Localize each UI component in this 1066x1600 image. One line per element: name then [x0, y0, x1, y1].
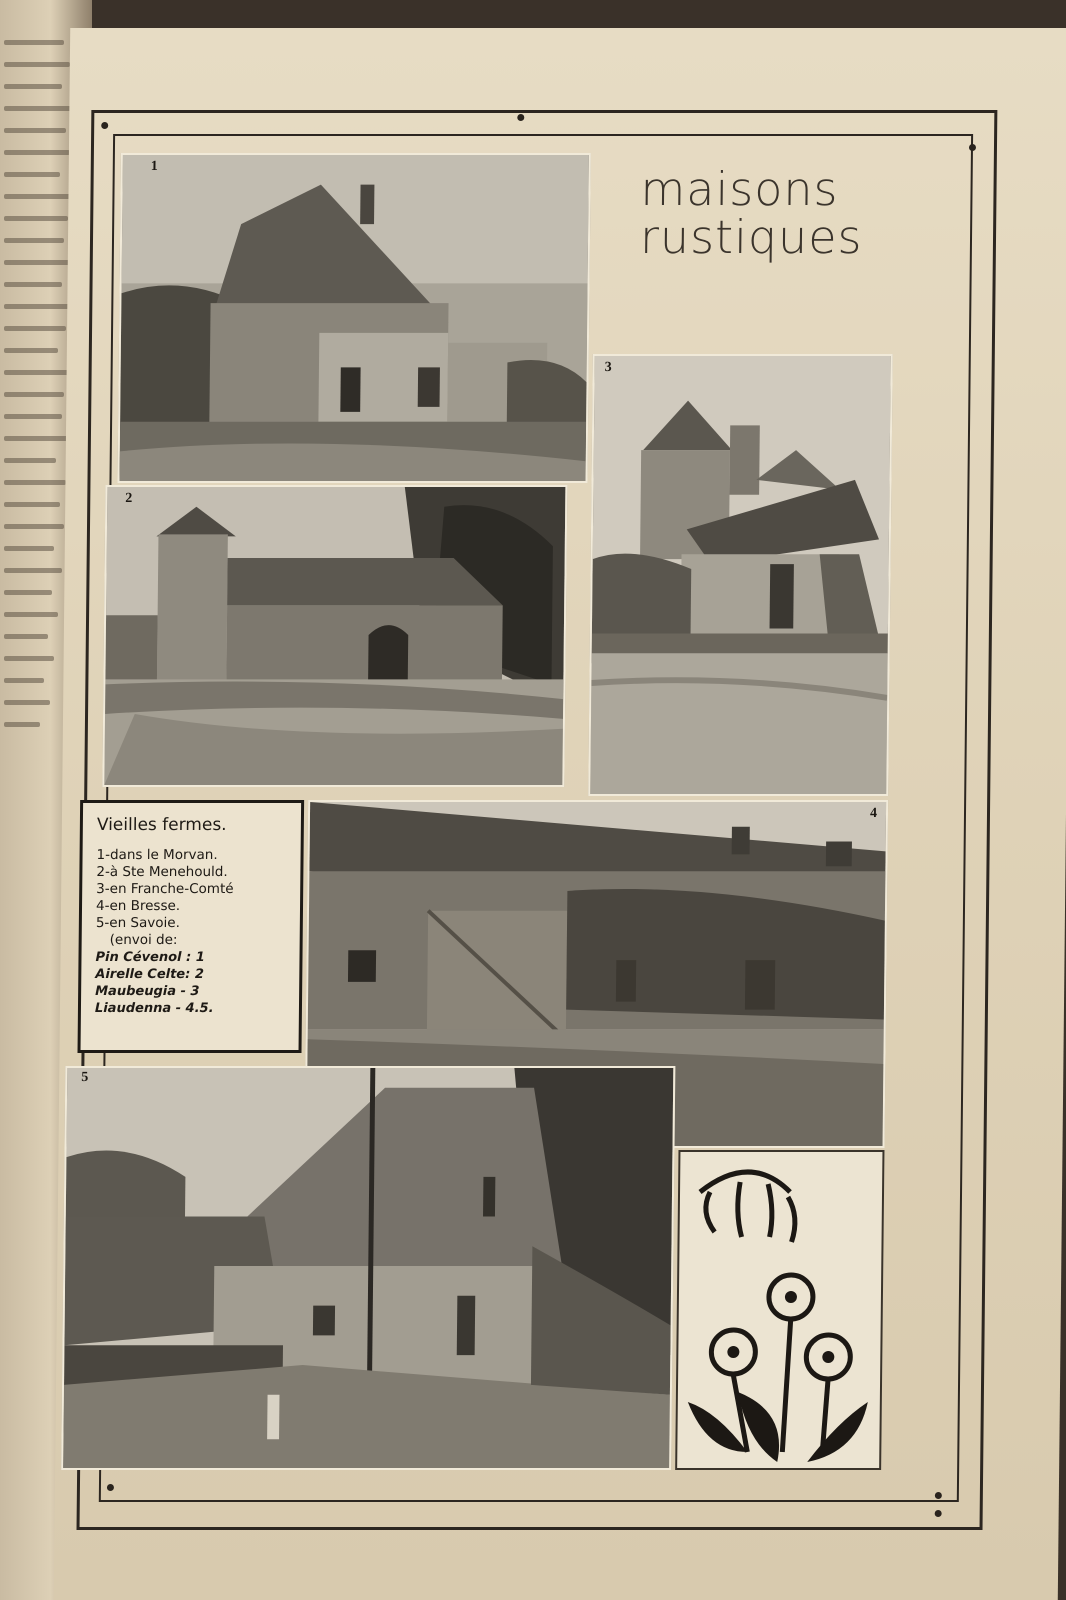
photo-3-franche-comte-farm	[588, 354, 893, 796]
title-line-2: rustiques	[639, 210, 863, 264]
caption-credit: Maubeugia - 3	[95, 984, 200, 999]
photo-1-morvan-farm	[117, 153, 590, 483]
caption-credit: Pin Cévenol : 1	[95, 950, 205, 965]
caption-item: 1-dans le Morvan.	[96, 847, 218, 863]
photo-number: 3	[604, 360, 612, 375]
photo-number: 5	[81, 1070, 89, 1085]
caption-credit: Liaudenna - 4.5.	[94, 1001, 214, 1016]
frame-stud	[517, 114, 524, 121]
photo-number: 2	[125, 491, 133, 506]
caption-item: 2-à Ste Menehould.	[96, 864, 228, 880]
caption-credit: Airelle Celte: 2	[95, 967, 205, 982]
caption-item: 5-en Savoie.	[95, 915, 181, 931]
flower-icon	[677, 1152, 886, 1472]
photo-number: 4	[869, 806, 878, 821]
caption-heading: Vieilles fermes.	[96, 815, 227, 835]
page-title	[599, 162, 873, 375]
photo-2-ste-menehould-farm	[102, 485, 567, 787]
photo-5-savoie-farm	[61, 1066, 675, 1470]
frame-stud	[101, 122, 108, 129]
caption-envoi-label: (envoi de:	[109, 932, 178, 948]
frame-stud	[935, 1510, 942, 1517]
magazine-page	[54, 28, 1066, 1600]
frame-stud	[935, 1492, 942, 1499]
caption-box	[77, 800, 304, 1053]
frame-stud	[107, 1484, 114, 1491]
caption-item: 4-en Bresse.	[95, 898, 181, 914]
photo-number: 1	[150, 159, 158, 174]
title-line-1: maisons	[640, 162, 839, 216]
caption-item: 3-en Franche-Comté	[96, 881, 234, 897]
flower-illustration	[675, 1150, 884, 1470]
frame-stud	[969, 144, 976, 151]
